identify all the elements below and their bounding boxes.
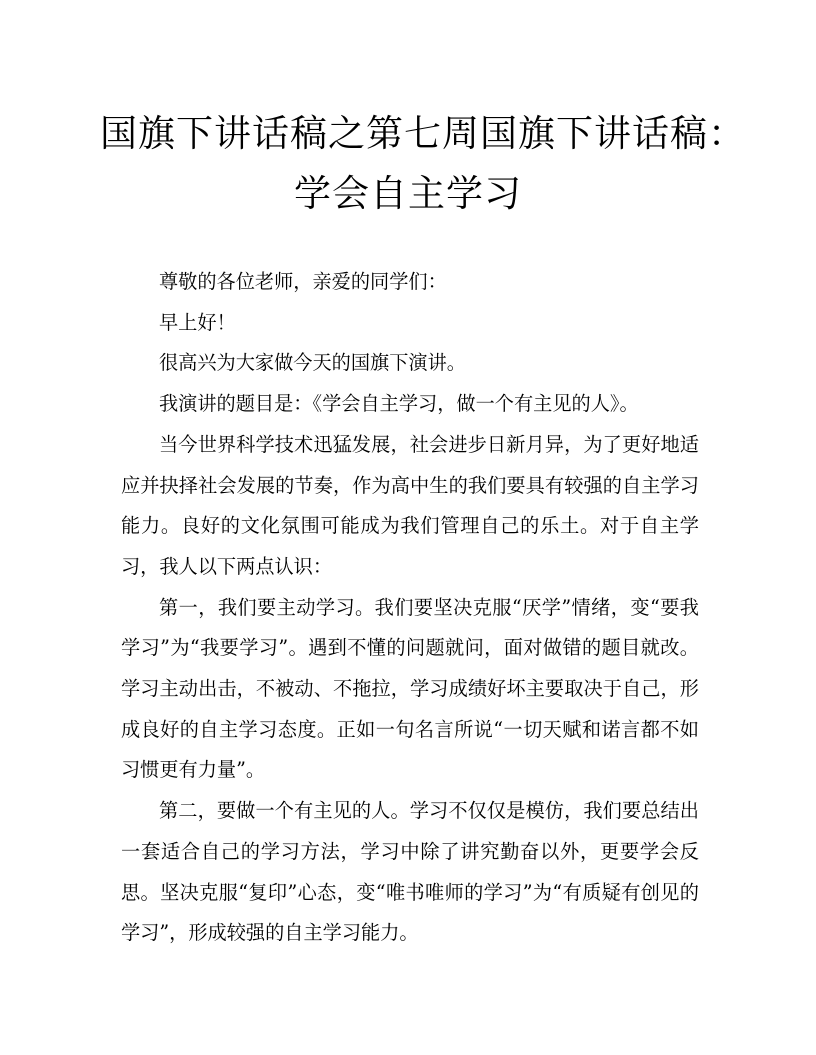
document-title-line-2: 学会自主学习 xyxy=(294,172,522,215)
salutation-paragraph: 尊敬的各位老师，亲爱的同学们： xyxy=(159,270,447,293)
document-title-line-1: 国旗下讲话稿之第七周国旗下讲话稿： xyxy=(100,112,746,155)
topic-paragraph: 我演讲的题目是：《学会自主学习，做一个有主见的人》。 xyxy=(159,392,639,416)
context-paragraph: 当今世界科学技术迅猛发展，社会进步日新月异，为了更好地适应并抉择社会发展的节奏，作为高中生的我们要具有较强的自主学习能力。良好的文化氛围可能成为我们管理自己的乐土。对于自主学习，我人以下两点认识： xyxy=(121,432,699,578)
document-body xyxy=(121,262,699,954)
point-two-paragraph: 第二，要做一个有主见的人。学习不仅仅是模仿，我们要总结出一套适合自己的学习方法，学习中除了讲究勤奋以外，更要学会反思。坚决克服“复印”心态，变“唯书唯师的学习”为“有质疑有创见的学习”，形成较强的自主学习能力。 xyxy=(121,799,699,945)
point-one-paragraph: 第一，我们要主动学习。我们要坚决克服“厌学”情绪，变“要我学习”为“我要学习”。遇到不懂的问题就问，面对做错的题目就改。学习主动出击，不被动、不拖拉，学习成绩好坏主要取决于自己，形成良好的自主学习态度。正如一句名言所说“一切天赋和诺言都不如习惯更有力量”。 xyxy=(121,595,699,782)
greeting-paragraph: 早上好！ xyxy=(159,310,236,334)
opening-paragraph: 很高兴为大家做今天的国旗下演讲。 xyxy=(159,351,466,375)
